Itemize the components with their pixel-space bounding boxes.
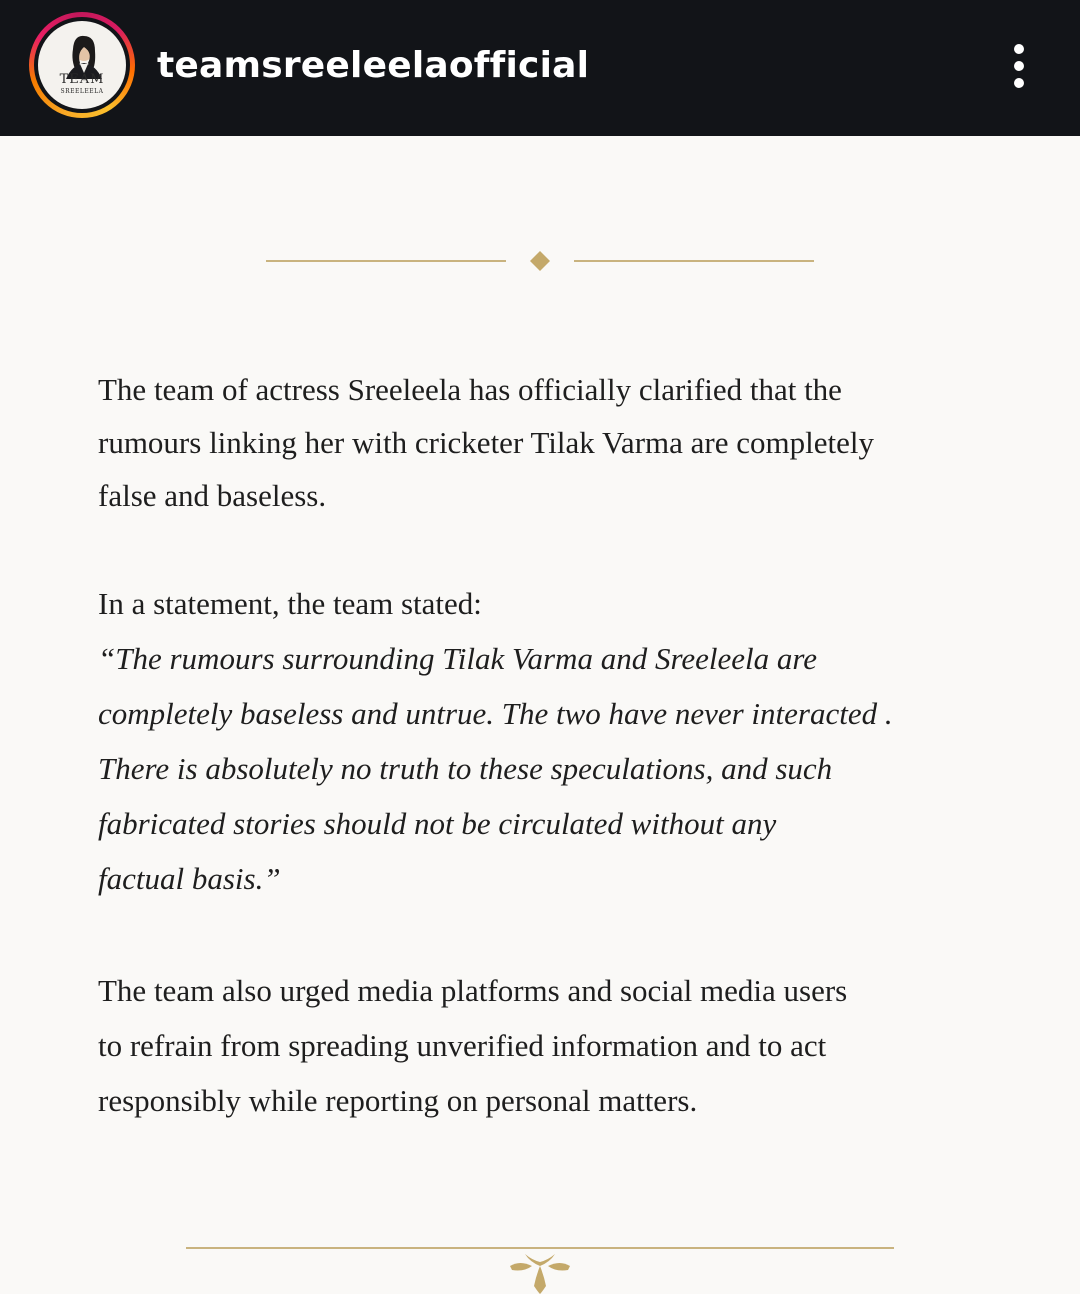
statement-intro: In a statement, the team stated: [98,586,482,621]
post-header [0,0,1080,136]
top-divider-ornament [260,246,820,276]
text-line: The team also urged media platforms and social media users [98,973,848,1008]
text-line: rumours linking her with cricketer Tilak Varma are completely [98,425,874,460]
flourish-icon [510,1254,570,1294]
text-line: The team of actress Sreeleela has officially clarified that the [98,372,842,407]
story-ring[interactable] [29,12,135,118]
avatar[interactable] [38,21,126,109]
quote-line: There is absolutely no truth to these speculations, and such [98,751,833,786]
avatar-logo-subtext: SREELEELA [60,88,104,95]
paragraph-media-appeal [98,963,998,1128]
paragraph-statement [98,576,998,906]
bottom-divider-ornament [180,1236,900,1294]
quote-line: completely baseless and untrue. The two have never interacted . [98,696,893,731]
avatar-portrait-icon [38,21,126,109]
avatar-logo-text: TEAM [59,72,105,87]
diamond-icon [530,251,550,271]
text-line: to refrain from spreading unverified information and to act [98,1028,827,1063]
text-line: responsibly while reporting on personal matters. [98,1083,698,1118]
quote-line: factual basis.” [98,861,281,896]
username-link[interactable]: teamsreeleelaofficial [157,45,590,86]
more-vertical-icon[interactable] [1000,40,1040,92]
paragraph-clarification [98,363,998,522]
quote-line: “The rumours surrounding Tilak Varma and Sreeleela are [98,641,818,676]
quote-line: fabricated stories should not be circulated without any [98,806,777,841]
text-line: false and baseless. [98,478,327,513]
